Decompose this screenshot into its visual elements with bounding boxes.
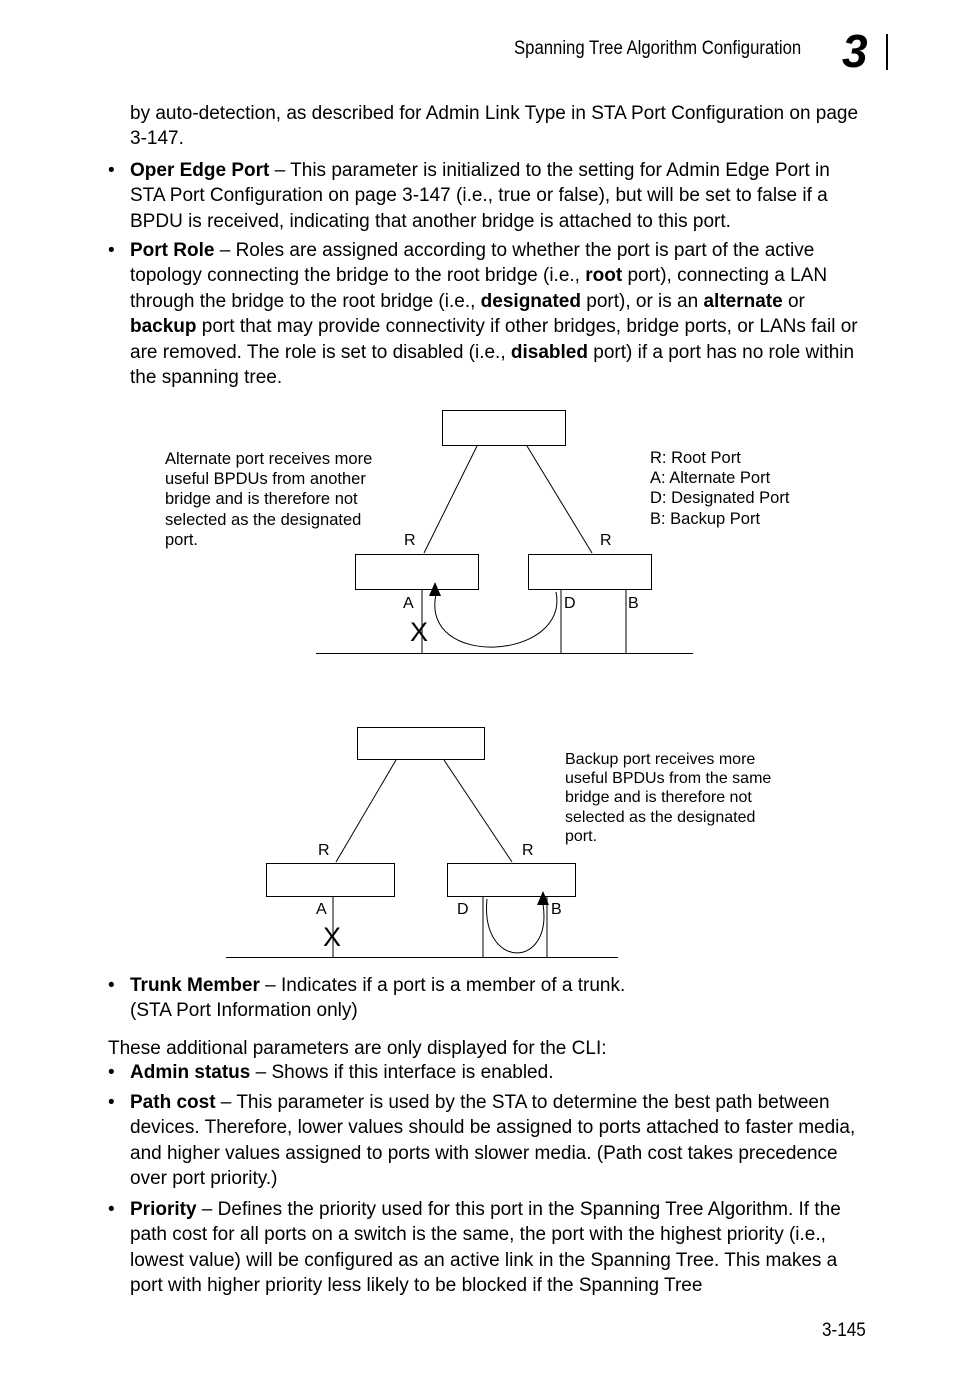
note-line: useful BPDUs from another [165,470,366,489]
bold-term: Oper Edge Port [130,160,270,181]
bold-term: Path cost [130,1092,216,1113]
note-line: selected as the designated [165,510,362,529]
text-run: – This parameter is initialized to the setting for Admin Edge Port in STA Port Configuration on page 3-147 (i.e., true or false), but will be set to false if a BPDU is received, indicating that another bridge is attached to this port. [130,160,830,232]
bullet-glyph: • [108,1062,115,1083]
bold-term: Port Role [130,240,215,261]
bold-term: alternate [703,290,783,312]
continuation-text: by auto-detection, as described for Admin Link Type in STA Port Configuration on page 3-147. [130,103,859,150]
section-title: Spanning Tree Algorithm Configuration [514,38,802,59]
label-root-right: R [600,532,612,549]
bullet-glyph: • [108,975,115,996]
bullet-glyph: • [108,160,115,181]
note-line: bridge and is therefore not [165,490,358,509]
bold-term: Priority [130,1199,197,1220]
bold-term: disabled [510,341,588,363]
definition: – Indicates if a port is a member of a trunk. [259,975,626,996]
page-number: 3-145 [822,1320,866,1341]
bridge-left-box [356,555,479,590]
label-backup: B [628,595,639,612]
root-bridge-box [358,728,485,760]
bridge-right-box [448,864,576,897]
note-line: Alternate port receives more [165,450,373,468]
link-left [336,760,396,862]
bold-term: root [585,265,623,287]
text-run: – Shows if this interface is enabled. [250,1062,554,1083]
text-run: port), connecting a LAN through the bridge to the root bridge (i.e., [130,265,828,312]
note-line: bridge and is therefore not [565,789,752,807]
label-backup: B [551,901,562,918]
text-run: or [782,290,805,312]
blocked-x-icon: X [410,617,429,647]
cli-intro: These additional parameters are only displayed for the CLI: [108,1038,607,1059]
bpdu-arrow-path [487,899,544,953]
port-role-legend [650,448,830,529]
definition-note: (STA Port Information only) [130,1000,358,1022]
link-right [444,760,512,862]
label-root-left: R [404,532,416,549]
link-left [424,446,477,553]
label-root-left: R [318,842,330,859]
bullet-priority [108,1197,868,1299]
bpdu-arrow-path [435,592,557,647]
bridge-right-box [529,555,652,590]
note-line: selected as the designated [565,808,756,826]
blocked-x-icon: X [323,922,342,952]
legend-line: D: Designated Port [650,489,790,508]
text-run: – Defines the priority used for this port in the Spanning Tree Algorithm. If the path cost for all ports on a switch is the same, the port with the highest priority (i.e., lowest value) will be configured as an active link in the Spanning Tree. This makes a port with higher priority less likely to be blocked if the Spanning Tree [130,1199,841,1297]
bullet-path-cost [108,1090,868,1192]
chapter-number: 3 [842,25,868,77]
text-run: – This parameter is used by the STA to determine the best path between devices. Therefore, lower values should be assigned to ports attached to faster media, and higher values assigned to ports with slower media. (Path cost takes precedence over port priority.) [130,1092,856,1190]
alternate-port-note [165,449,405,550]
label-alternate: A [316,901,327,918]
bold-term: Admin status [130,1062,251,1083]
bullet-text [130,1090,868,1192]
note-line: port. [565,827,598,845]
link-right [527,446,592,553]
term: Trunk Member [130,975,260,996]
bullet-text [130,973,868,1024]
diagram-backup-port [226,728,618,958]
backup-port-note [565,750,825,846]
legend-line: B: Backup Port [650,509,761,528]
note-line: useful BPDUs from the same [565,770,772,788]
text-run: port that may provide connectivity if other bridges, bridge ports, or LANs fail or are removed. The role is set to disabled (i.e., [130,316,858,363]
label-designated: D [457,901,469,918]
label-alternate: A [403,595,414,612]
bullet-admin-status [108,1060,868,1085]
bullet-text [130,1060,868,1085]
bullet-trunk-member [108,973,868,1024]
bullet-glyph: • [108,1092,115,1113]
bullet-glyph: • [108,240,115,261]
text-run: port) if a port has no role within the spanning tree. [130,341,855,389]
note-line: port. [165,530,199,549]
label-designated: D [564,595,576,612]
bullet-glyph: • [108,1199,115,1220]
legend-line: A: Alternate Port [650,469,771,488]
legend-line: R: Root Port [650,449,741,467]
text-run: – Roles are assigned according to whether the port is part of the active topology connecting the bridge to the root bridge (i.e., [130,240,815,287]
bullet-text [130,1197,868,1299]
bridge-left-box [267,864,395,897]
text-run: port), or is an [580,290,704,312]
bold-term: backup [130,316,197,338]
label-root-right: R [522,842,534,859]
bold-term: designated [480,290,581,312]
root-bridge-box [443,411,566,446]
note-line: Backup port receives more [565,751,756,768]
